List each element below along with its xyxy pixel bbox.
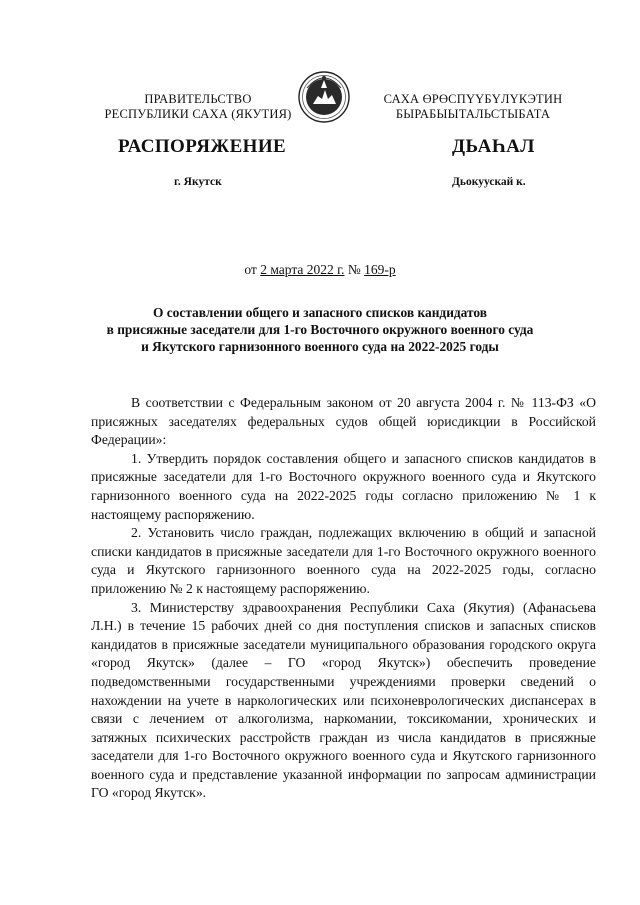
clause-1-paragraph: 1. Утвердить порядок составления общего и запасного списков кандидатов в присяжные заседатели для 1-го Восточного окружного военного суда и Якутского гарнизонного военного суда на 2022-2025 годы согласно приложению № 1 к настоящему распоряжению.	[91, 450, 596, 522]
issuer-ru-line2: РЕСПУБЛИКИ САХА (ЯКУТИЯ)	[104, 107, 292, 121]
issuer-sakha	[348, 92, 598, 122]
city-sakha: Дьокуускай к.	[452, 176, 526, 188]
document-title	[70, 304, 570, 355]
date-prefix: от	[244, 262, 257, 277]
title-line-1: О составлении общего и запасного списков кандидатов	[152, 305, 488, 320]
issuer-sakha-line1: САХА ӨРӨСПҮҮБҮЛҮКЭТИН	[383, 92, 563, 106]
number-sign: №	[347, 262, 361, 277]
sakha-emblem-icon	[297, 66, 351, 126]
issuer-ru	[88, 92, 308, 122]
document-date: 2 марта 2022 г.	[260, 262, 345, 277]
document-body	[91, 394, 596, 803]
document-type-sakha: ДЬАҺАЛ	[452, 136, 535, 157]
title-line-2: в присяжные заседатели для 1-го Восточного окружного военного суда	[106, 322, 534, 337]
issuer-sakha-line2: БЫРАБЫЫТАЛЬСТЫБАТА	[395, 107, 551, 121]
document-dateline	[0, 262, 640, 278]
document-number: 169-р	[364, 262, 396, 277]
preamble-paragraph: В соответствии с Федеральным законом от 20 августа 2004 г. № 113-ФЗ «О присяжных заседателях федеральных судов общей юрисдикции в Российской Федерации»:	[91, 395, 596, 448]
city-ru: г. Якутск	[174, 176, 222, 188]
title-line-3: и Якутского гарнизонного военного суда на 2022-2025 годы	[141, 339, 499, 354]
clause-3-paragraph: 3. Министерству здравоохранения Республики Саха (Якутия) (Афанасьева Л.Н.) в течение 15 рабочих дней со дня поступления списков и запасных списков кандидатов в присяжные заседатели муниципального образования городского округа «город Якутск» (далее – ГО «город Якутск») обеспечить проведение подведомственными государственными учреждениями проверки сведений о нахождении на учете в наркологических или психоневрологических диспансерах в связи с лечением от алкоголизма, наркомании, токсикомании, хронических и затяжных психических расстройств граждан из числа кандидатов в присяжные заседатели для 1-го Восточного окружного военного суда и Якутского гарнизонного военного суда и представление указанной информации по запросам администрации ГО «город Якутск».	[91, 599, 596, 801]
issuer-ru-line1: ПРАВИТЕЛЬСТВО	[144, 92, 252, 106]
clause-2-paragraph: 2. Установить число граждан, подлежащих включению в общий и запасной списки кандидатов в присяжные заседатели для 1-го Восточного окружного военного суда и Якутского гарнизонного военного суда на 2022-2025 годы, согласно приложению № 2 к настоящему распоряжению.	[91, 525, 596, 596]
document-type-ru: РАСПОРЯЖЕНИЕ	[118, 136, 287, 157]
